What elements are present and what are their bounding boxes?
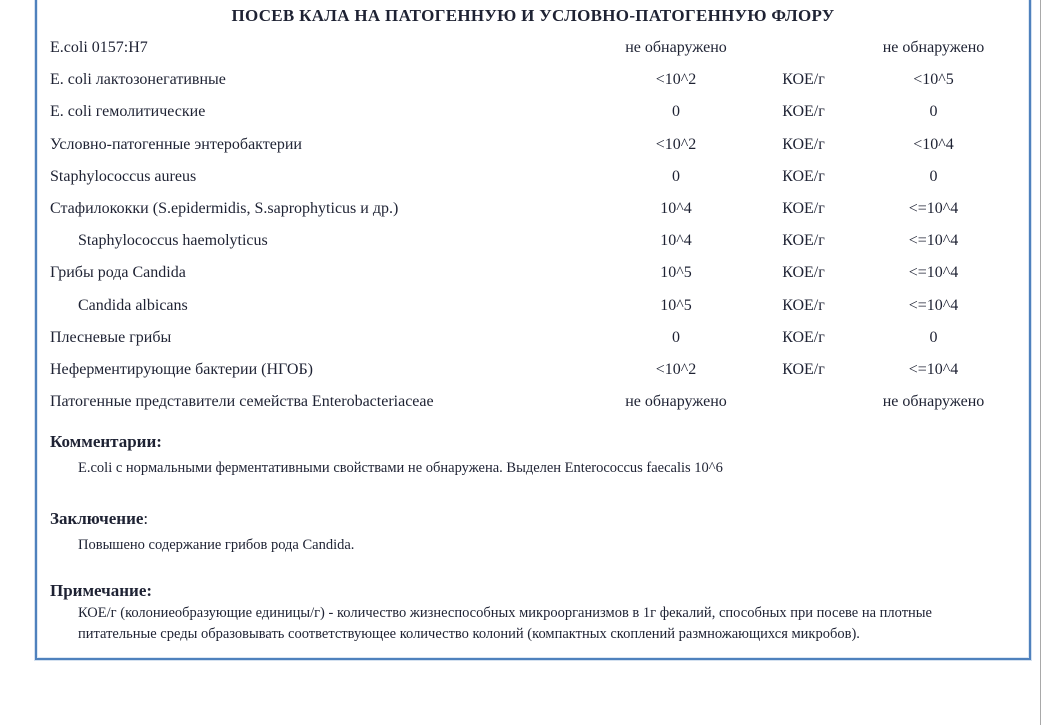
table-row — [37, 64, 1029, 96]
cell-unit: КОЕ/г — [782, 232, 825, 250]
cell-organism-name: E.coli 0157:H7 — [50, 39, 148, 57]
cell-reference-value: 0 — [929, 103, 938, 121]
table-row — [37, 129, 1029, 161]
cell-result-value: 0 — [672, 167, 680, 185]
cell-reference-value: <=10^4 — [908, 200, 959, 218]
conclusion-section — [37, 508, 1029, 556]
cell-unit: КОЕ/г — [782, 200, 825, 218]
cell-unit: КОЕ/г — [782, 264, 825, 282]
comments-section — [37, 431, 1029, 479]
lab-report-box — [35, 0, 1031, 660]
cell-unit: КОЕ/г — [782, 135, 825, 153]
cell-reference-value: <10^4 — [913, 135, 954, 153]
cell-organism-name: E. coli лактозонегативные — [50, 71, 226, 89]
cell-result-value: <10^2 — [655, 71, 697, 89]
note-section — [37, 580, 1029, 645]
note-heading: Примечание: — [50, 581, 153, 601]
results-table — [37, 32, 1029, 418]
conclusion-heading-colon: : — [143, 509, 149, 529]
cell-result-value: не обнаружено — [625, 39, 727, 57]
table-row — [37, 322, 1029, 354]
table-row — [37, 225, 1029, 257]
cell-reference-value: не обнаружено — [882, 39, 985, 57]
cell-result-value: 10^5 — [660, 296, 692, 314]
cell-organism-name: Staphylococcus aureus — [50, 167, 197, 185]
cell-organism-name: Candida albicans — [78, 296, 188, 314]
cell-organism-name: Staphylococcus haemolyticus — [78, 232, 268, 250]
cell-result-value: <10^2 — [655, 135, 697, 153]
cell-reference-value: 0 — [929, 328, 938, 346]
cell-result-value: 0 — [672, 328, 680, 346]
cell-reference-value: <10^5 — [913, 71, 954, 89]
cell-reference-value: <=10^4 — [908, 264, 959, 282]
cell-organism-name: Неферментирующие бактерии (НГОБ) — [50, 360, 313, 378]
table-row — [37, 193, 1029, 225]
table-row — [37, 386, 1029, 418]
cell-reference-value: <=10^4 — [908, 232, 959, 250]
cell-reference-value: не обнаружено — [882, 393, 985, 411]
cell-reference-value: <=10^4 — [908, 360, 959, 378]
table-row — [37, 96, 1029, 128]
cell-unit: КОЕ/г — [782, 296, 825, 314]
cell-unit: КОЕ/г — [782, 328, 825, 346]
cell-unit: КОЕ/г — [782, 360, 825, 378]
cell-unit: КОЕ/г — [782, 103, 825, 121]
page-edge-line — [1040, 0, 1041, 725]
cell-result-value: не обнаружено — [625, 393, 727, 411]
cell-organism-name: Плесневые грибы — [50, 328, 172, 346]
cell-organism-name: Стафилококки (S.epidermidis, S.saprophyticus и др.) — [50, 200, 399, 218]
cell-organism-name: E. coli гемолитические — [50, 103, 206, 121]
cell-organism-name: Патогенные представители семейства Enterobacteriaceae — [50, 393, 434, 411]
cell-unit: КОЕ/г — [782, 167, 825, 185]
table-row — [37, 257, 1029, 289]
conclusion-heading — [50, 508, 1029, 529]
cell-reference-value: 0 — [929, 167, 938, 185]
comments-heading: Комментарии: — [50, 432, 162, 452]
comments-text: E.coli с нормальными ферментативными свойствами не обнаружена. Выделен Enterococcus faecalis 10^6 — [78, 460, 723, 477]
table-row — [37, 161, 1029, 193]
cell-organism-name: Условно-патогенные энтеробактерии — [50, 135, 302, 153]
cell-result-value: 10^4 — [660, 232, 692, 250]
note-text: КОЕ/г (колониеобразующие единицы/г) - количество жизнеспособных микроорганизмов в 1г фекалий, способных при посеве на плотные питательные среды образовывать соответствующее количество колоний (компактных скоплений размножающихся микробов). — [78, 605, 932, 643]
cell-reference-value: <=10^4 — [908, 296, 959, 314]
table-row — [37, 354, 1029, 386]
cell-result-value: 0 — [672, 103, 680, 121]
cell-result-value: <10^2 — [655, 360, 697, 378]
table-row — [37, 290, 1029, 322]
conclusion-text: Повышено содержание грибов рода Candida. — [78, 537, 355, 554]
report-title: ПОСЕВ КАЛА НА ПАТОГЕННУЮ И УСЛОВНО-ПАТОГЕННУЮ ФЛОРУ — [231, 6, 835, 25]
cell-result-value: 10^4 — [660, 200, 692, 218]
cell-result-value: 10^5 — [660, 264, 692, 282]
conclusion-heading-word: Заключение — [50, 509, 144, 529]
cell-organism-name: Грибы рода Candida — [50, 264, 186, 282]
table-row — [37, 32, 1029, 64]
cell-unit: КОЕ/г — [782, 71, 825, 89]
